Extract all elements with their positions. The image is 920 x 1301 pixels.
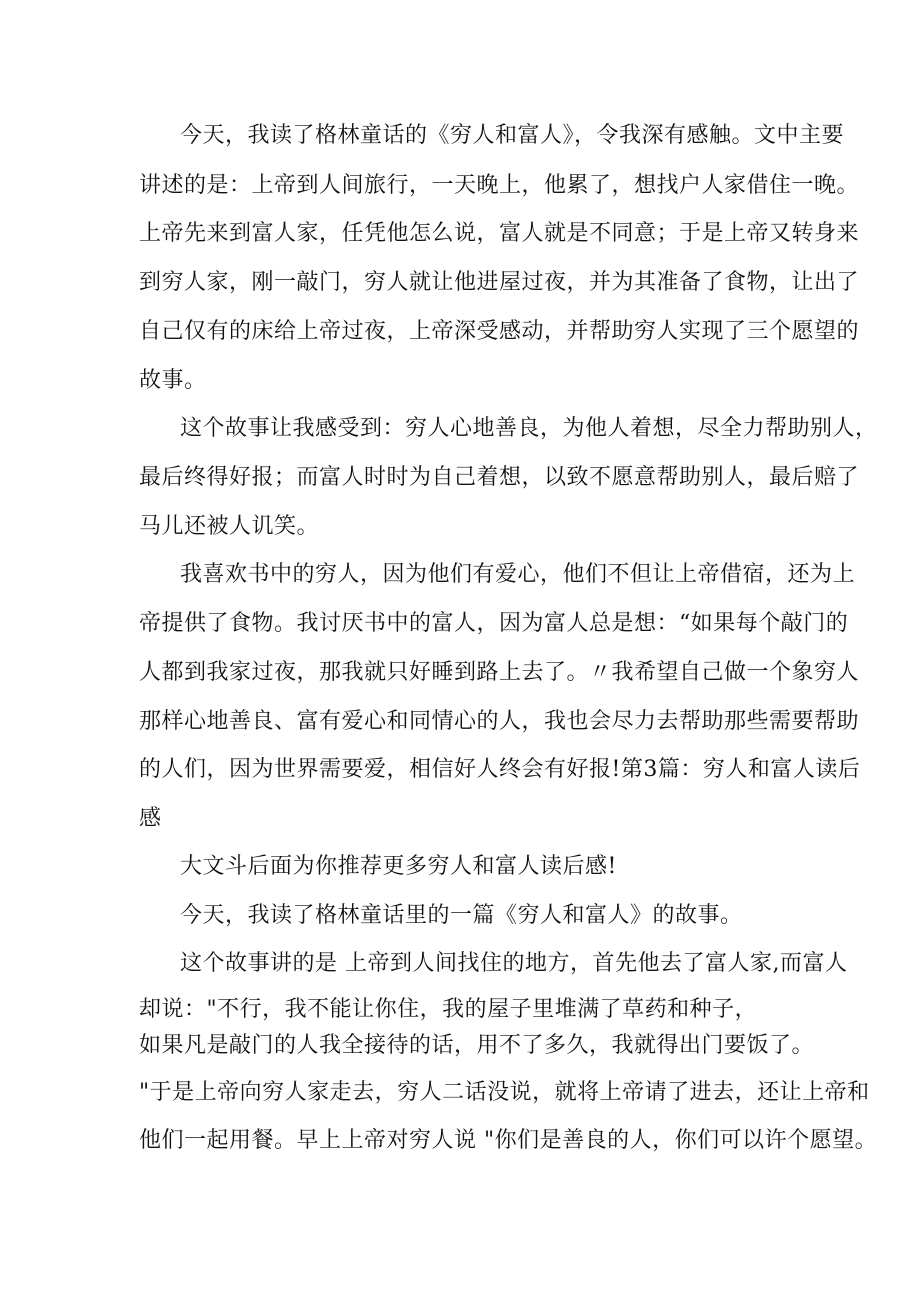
text-line-1: 今天，我读了格林童话的《穷人和富人》，令我深有感触。文中主要 xyxy=(180,123,845,148)
text-line-5: 自己仅有的床给上帝过夜，上帝深受感动，并帮助穷人实现了三个愿望的 xyxy=(139,319,860,344)
text-line-19: 却说："不行，我不能让你住，我的屋子里堆满了草药和种子， xyxy=(139,997,758,1022)
text-line-8: 最后终得好报；而富人时时为自己着想，以致不愿意帮助别人，最后赔了 xyxy=(139,465,860,490)
text-line-17: 今天，我读了格林童话里的一篇《穷人和富人》的故事。 xyxy=(180,903,743,928)
text-line-2: 讲述的是：上帝到人间旅行，一天晚上，他累了，想找户人家借住一晚。 xyxy=(139,173,860,198)
text-line-14: 的人们，因为世界需要爱，相信好人终会有好报!第3篇：穷人和富人读后 xyxy=(139,757,861,782)
text-line-7: 这个故事让我感受到：穷人心地善良，为他人着想，尽全力帮助别人， xyxy=(180,416,878,441)
text-line-6: 故事。 xyxy=(139,368,207,393)
text-line-13: 那样心地善良、富有爱心和同情心的人，我也会尽力去帮助那些需要帮助 xyxy=(139,709,860,734)
text-line-4: 到穷人家，刚一敲门，穷人就让他进屋过夜，并为其准备了食物，让出了 xyxy=(139,270,860,295)
text-line-10: 我喜欢书中的穷人，因为他们有爱心，他们不但让上帝借宿，还为上 xyxy=(180,562,856,587)
text-line-9: 马儿还被人讥笑。 xyxy=(139,514,320,539)
text-line-20: 如果凡是敲门的人我全接待的话，用不了多久，我就得出门要饭了。 xyxy=(139,1033,815,1058)
text-line-18: 这个故事讲的是 上帝到人间找住的地方，首先他去了富人家,而富人 xyxy=(180,951,848,976)
text-line-3: 上帝先来到富人家，任凭他怎么说，富人就是不同意；于是上帝又转身来 xyxy=(139,221,860,246)
text-line-12: 人都到我家过夜，那我就只好睡到路上去了。〃我希望自己做一个象穷人 xyxy=(139,660,860,685)
text-line-16: 大文斗后面为你推荐更多穷人和富人读后感! xyxy=(180,854,617,879)
text-line-22: 他们一起用餐。早上上帝对穷人说 "你们是善良的人，你们可以许个愿望。 xyxy=(139,1128,878,1153)
text-line-15: 感 xyxy=(139,806,162,831)
text-line-11: 帝提供了食物。我讨厌书中的富人，因为富人总是想：“如果每个敲门的 xyxy=(139,611,849,636)
text-line-21: "于是上帝向穷人家走去，穷人二话没说，就将上帝请了进去，还让上帝和 xyxy=(139,1080,870,1105)
